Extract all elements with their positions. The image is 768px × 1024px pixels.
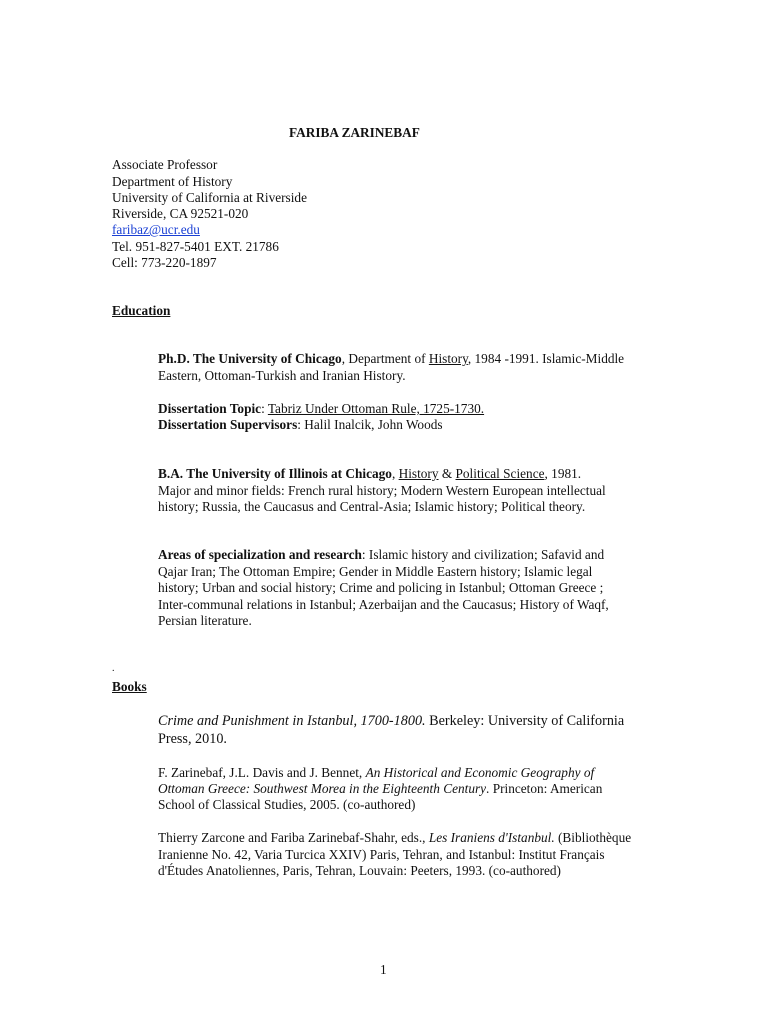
position-title: Associate Professor: [112, 157, 218, 172]
book-2-line-3: School of Classical Studies, 2005. (co-authored): [158, 797, 416, 812]
department-name: Department of History: [112, 174, 233, 189]
phd-dept-field: History: [428, 351, 468, 366]
stray-mark: .: [112, 663, 115, 674]
book-3-line-1: [158, 830, 631, 846]
areas-line-3: history; Urban and social history; Crime and policing in Istanbul; Ottoman Greece ;: [158, 580, 604, 595]
book-2-publisher: . Princeton: American: [486, 781, 603, 796]
ba-degree: B.A. The University of Illinois at Chicago: [158, 466, 392, 481]
areas-line-1-rest: : Islamic history and civilization; Safavid and: [361, 547, 605, 562]
areas-line-4: Inter-communal relations in Istanbul; Azerbaijan and the Caucasus; History of Waqf,: [158, 597, 609, 612]
ba-field-history: History: [398, 466, 439, 481]
dissertation-topic-label: Dissertation Topic: [158, 401, 262, 416]
cell-phone: Cell: 773-220-1897: [112, 255, 217, 270]
book-3-title: Les Iraniens d'Istanbul.: [428, 830, 555, 845]
phd-dept-prefix: , Department of: [341, 351, 429, 366]
book-3-series: (Bibliothèque: [554, 830, 632, 845]
phd-line-2: Eastern, Ottoman-Turkish and Iranian History.: [158, 368, 406, 383]
book-2-authors: F. Zarinebaf, J.L. Davis and J. Bennet,: [158, 765, 366, 780]
phd-line-1: [158, 351, 624, 367]
book-1-title: Crime and Punishment in Istanbul, 1700-1800.: [158, 713, 426, 729]
book-2-line-1: [158, 765, 594, 781]
book-3-line-3: d'Études Anatoliennes, Paris, Tehran, Louvain: Peeters, 1993. (co-authored): [158, 863, 561, 878]
books-heading: Books: [112, 679, 147, 694]
author-name: FARIBA ZARINEBAF: [289, 125, 420, 140]
ba-line-3: history; Russia, the Caucasus and Central-Asia; Islamic history; Political theory.: [158, 499, 586, 514]
areas-line-5: Persian literature.: [158, 613, 252, 628]
book-1-line-2: Press, 2010.: [158, 731, 227, 747]
book-3-line-2: Iranienne No. 42, Varia Turcica XXIV) Paris, Tehran, and Istanbul: Institut Français: [158, 847, 605, 862]
dissertation-supervisors: [158, 417, 443, 433]
email-link[interactable]: faribaz@ucr.edu: [112, 222, 200, 237]
dissertation-supervisors-label: Dissertation Supervisors: [158, 417, 298, 432]
book-2-title-part-1: An Historical and Economic Geography of: [365, 765, 595, 780]
page-number: 1: [380, 962, 387, 977]
dissertation-topic: [158, 401, 484, 417]
areas-line-1: [158, 547, 604, 563]
dissertation-topic-sep: :: [261, 401, 268, 416]
university-name: University of California at Riverside: [112, 190, 307, 205]
ba-amp: &: [438, 466, 456, 481]
ba-field-political-science: Political Science: [455, 466, 545, 481]
book-3-authors: Thierry Zarcone and Fariba Zarinebaf-Shahr, eds.,: [158, 830, 429, 845]
phd-degree: Ph.D. The University of Chicago: [158, 351, 342, 366]
ba-line-2: Major and minor fields: French rural history; Modern Western European intellectual: [158, 483, 606, 498]
dissertation-topic-value: Tabriz Under Ottoman Rule, 1725-1730.: [267, 401, 485, 416]
book-1-publisher: Berkeley: University of California: [425, 713, 625, 729]
ba-line-1: [158, 466, 581, 482]
telephone: Tel. 951-827-5401 EXT. 21786: [112, 239, 279, 254]
book-2-title-part-2: Ottoman Greece: Southwest Morea in the Eighteenth Century: [158, 781, 487, 796]
dissertation-supervisors-value: : Halil Inalcik, John Woods: [297, 417, 443, 432]
phd-dates: , 1984 -1991. Islamic-Middle: [467, 351, 625, 366]
city-address: Riverside, CA 92521-020: [112, 206, 249, 221]
ba-year: , 1981.: [544, 466, 582, 481]
book-2-line-2: [158, 781, 602, 797]
book-1-line-1: [158, 712, 624, 730]
areas-label: Areas of specialization and research: [158, 547, 362, 562]
areas-line-2: Qajar Iran; The Ottoman Empire; Gender in Middle Eastern history; Islamic legal: [158, 564, 593, 579]
education-heading: Education: [112, 303, 171, 318]
ba-comma: ,: [391, 466, 399, 481]
